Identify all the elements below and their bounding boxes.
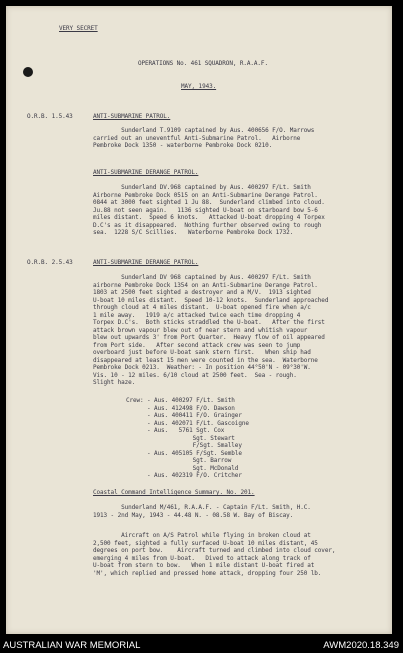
orb-ref: O.R.B. 2.5.43 [27,259,73,266]
entry-body-line: Slight haze. [93,379,136,386]
entry-body-line: carried out an uneventful Anti-Submarine Patrol. Airborne [93,134,301,142]
footer-institution: AUSTRALIAN WAR MEMORIAL [3,640,141,651]
entry-body-line: 1803 at 2500 feet sighted a destroyer and a M/V. 1913 sighted [93,289,311,296]
summary-body-line: degrees on port bow. Aircraft turned and climbed into cloud cover, [93,547,336,554]
summary-body-line: U-boat from stern to bow. When 1 mile distant U-boat fired at [93,562,315,569]
summary-body-line: Aircraft on A/S Patrol while flying in broken cloud at [93,532,311,539]
crew-member: - Aus. 412498 F/O. Dawson [147,404,235,412]
crew-member: Sgt. Barrow [147,457,232,464]
entry-title: ANTI-SUBMARINE DERANGE PATROL. [93,259,199,266]
archive-footer [0,636,403,653]
entry-body-line: through cloud at 4 miles distant. U-boat opened fire when a/c [93,304,311,311]
entry-body-line: Sunderland T.9109 captained by Aus. 400656 F/O. Marrows [93,127,315,134]
summary-line: 1913 - 2nd May, 1943 - 44.48 N. - 08.58 W. Bay of Biscay. [93,511,294,519]
entry-body-line: disappeared at least 15 men were counted in the sea. Waterborne [93,356,318,364]
crew-member: F/Sgt. Smalley [147,442,242,449]
crew-label: Crew: [126,397,144,404]
entry-title: ANTI-SUBMARINE DERANGE PATROL. [93,169,199,176]
entry-body-line: Ju.88 not seen again. 1136 sighted U-boat on starboard bow 5-6 [93,206,318,214]
entry-body-line: Torpex D.C's. Both sticks straddled the U-boat. After the first [93,319,325,326]
document-heading: OPERATIONS No. 461 SQUADRON, R.A.A.F. [138,60,268,67]
entry-body-line: Vis. 10 - 12 miles. 6/10 cloud at 2500 feet. Sea - rough. [93,371,297,379]
crew-member: - Aus. 402319 F/O. Critcher [147,472,242,479]
crew-member: - Aus. 402071 F/Lt. Gascoigne [147,419,249,427]
crew-member: Sgt. McDonald [147,464,239,472]
summary-line: Sunderland M/461, R.A.A.F. - Captain F/Lt. Smith, H.C. [93,504,311,511]
entry-body-line: sea. 1228 S/C Scillies. Waterborne Pembroke Dock 1732. [93,229,294,236]
summary-body-line: 2,500 feet, sighted a fully surfaced U-boat 10 miles distant, 45 [93,539,318,547]
entry-body-line: 0844 at 3000 feet sighted 1 Ju 88. Sunderland climbed into cloud. [93,199,325,206]
entry-body-line: attack brown vapour blew out of near stern and whitish vapour [93,326,308,334]
entry-body-line: 1 mile away. 1919 a/c attacked twice each time dropping 4 [93,311,301,319]
crew-member: - Aus. 400411 F/O. Grainger [147,412,242,419]
entry-body-line: D.C's as it disappeared. Nothing further observed owing to rough [93,221,322,229]
entry-body-line: Airborne Pembroke Dock 0515 on an Anti-Submarine Derange Patrol. [93,191,318,199]
entry-body-line: airborne Pembroke Dock 1354 on an Anti-Submarine Derange Patrol. [93,281,318,289]
entry-body-line: from Port side. After second attack crew was seen to jump [93,341,301,349]
entry-body-line: miles distant. Speed 6 knots. Attacked U-boat dropping 4 Torpex [93,214,325,221]
entry-body-line: Sunderland DV.968 captained by Aus. 400297 F/Lt. Smith [93,184,311,191]
summary-title: Coastal Command Intelligence Summary. No. 201. [93,489,255,496]
entry-body-line: overboard just before U-boat sank stern first. When ship had [93,349,311,356]
crew-member: Sgt. Stewart [147,434,235,442]
entry-body-line: Pembroke Dock 1350 - waterborne Pembroke Dock 0210. [93,142,273,149]
crew-member: - Aus. 405105 F/Sgt. Semble [147,449,242,457]
orb-ref: O.R.B. 1.5.43 [27,113,73,120]
entry-body-line: Sunderland DV 968 captained by Aus. 400297 F/Lt. Smith [93,274,311,281]
entry-title: ANTI-SUBMARINE PATROL. [93,113,171,120]
classification: VERY SECRET [59,25,98,32]
entry-body-line: blew out upwards 3' from Port Quarter. Heavy flow of oil appeared [93,334,325,341]
footer-accession-number: AWM2020.18.349 [323,640,399,651]
crew-member: - Aus. 400297 F/Lt. Smith [147,397,235,404]
entry-body-line: U-boat 10 miles distant. Speed 10-12 knots. Sunderland approached [93,296,329,304]
crew-member: - Aus. 5761 Sgt. Cox [147,427,225,434]
punch-hole [23,67,33,77]
document-month: MAY, 1943. [181,83,217,90]
summary-body-line: emerging 4 miles from U-boat. Dived to attack along track of [93,554,311,562]
entry-body-line: Pembroke Dock 0213. Weather: - In position 44°50'N - 09°30'W. [93,364,311,371]
summary-body-line: 'M', which replied and pressed home attack, dropping four 250 lb. [93,569,322,577]
